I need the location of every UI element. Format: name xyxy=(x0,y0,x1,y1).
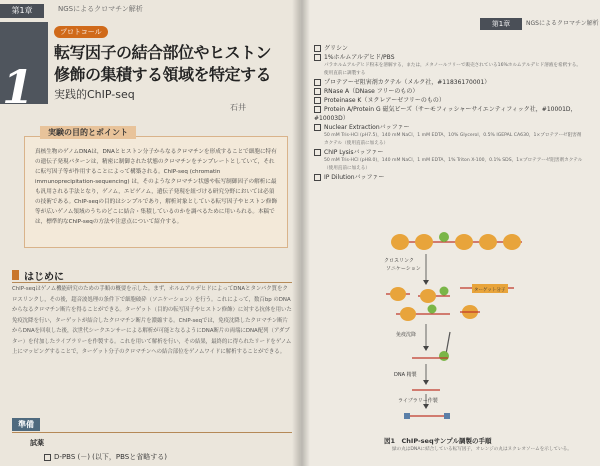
nucleosome-icon xyxy=(400,307,416,321)
goal-heading: 実験の目的とポイント xyxy=(40,126,136,139)
target-protein-icon xyxy=(428,305,437,314)
chip-seq-workflow-figure xyxy=(300,230,600,430)
right-page xyxy=(300,0,600,466)
label-target: ターゲット分子 xyxy=(474,288,506,293)
title-line-2: 修飾の集積する領域を特定する xyxy=(54,65,272,84)
target-protein-icon xyxy=(439,232,449,242)
target-protein-icon xyxy=(440,287,449,296)
reagent-list xyxy=(314,44,584,182)
goal-text: 真核生物のゲノムDNAは，DNAとヒストン分子からなるクロマチンを形成することで細胞に特有の遺伝子発現パターンは，精密に制御された状態のクロマチンをテンプレートとしていて，それに転写因子等が作用することによって構築される。ChIP-seq (chromatin immunoprecipitation-sequencing) は，そのようなクロマチン状態や転写制御因子の解析に最も汎用される手法となり，ゲノム，エピゲノム，遺伝子発現を紐づける研究分野においては必須の技術である。ChIP-seqの目的はシンプルであり，解析対象としている転写因子やヒストン修飾等が広いゲノム領域のうちのどこに結合・集積しているのかを調べるために用いられる。本稿では，標準的なChIP-seqの方法や注意点について紹介する。 xyxy=(35,149,278,225)
checkbox-icon xyxy=(314,124,321,131)
reagent-dpbs-text: D-PBS (－) (以下，PBSと省略する) xyxy=(54,453,167,461)
nucleosome-icon xyxy=(455,234,473,250)
nucleosome-icon xyxy=(391,234,409,250)
nucleosome-row-top xyxy=(391,232,521,250)
nucleosome-icon xyxy=(420,289,436,303)
reagent-item xyxy=(314,96,584,105)
reagent-item-label: ChIP Lysisバッファー xyxy=(324,149,384,156)
nucleosome-icon xyxy=(479,234,497,250)
author: 石井 xyxy=(230,103,246,112)
goal-box xyxy=(24,136,288,248)
reagent-item xyxy=(314,44,584,53)
chapter-note: NGSによるクロマチン解析 xyxy=(58,5,143,13)
chapter-title-right: NGSによるクロマチン解析 xyxy=(526,20,599,27)
nucleosome-icon xyxy=(503,234,521,250)
prep-heading: 準備 xyxy=(12,418,40,431)
label-ip: 免疫沈降 xyxy=(396,332,417,338)
antibody-icon xyxy=(446,332,450,354)
nucleosome-icon xyxy=(415,234,433,250)
reagent-item-note: パラホルムアルデヒド粉末を溶解する，または，メタノールフリーで販売されている16%ホルムアルデヒド溶液を希釈する。使用直前に調製する xyxy=(324,63,581,76)
checkbox-icon xyxy=(314,106,321,113)
label-sonication: ソニケーション xyxy=(386,266,421,272)
figure-caption-note: 緑の丸はDNAに結合している転写因子，オレンジの丸はヌクレオソームを示している。 xyxy=(392,447,572,452)
intro-text: ChIP-seqはゲノム機能研究のための手順の概要を示した。まず，ホルムアルデヒドによってDNAとタンパク質をクロスリンクし，その後，超音波処理の条件下で細胞破砕（ソニケーション）を行う。これによって，数百bp のDNAからなるクロマチン断片を得ることができる。ターゲット（目的の転写因子やヒストン修飾）に対する抗体を用いた免疫沈降を行い，ターゲットが結合したクロマチン断片を濃縮する。ChIP-seqでは，免疫沈降したクロマチン断片からDNAを回収した後，次世代シークエンサーによる解析が可能となるようにDNA断片の両端にDNA配列（アダプター）を付加したライブラリーを作製する。これを用いて解析を行い，その結果，最終的に得られたリードをゲノム上にマッピングすることで，ターゲット分子のクロマチンへの結合部位をゲノムワイドに解析することができる。 xyxy=(12,286,292,355)
intro-heading-bar xyxy=(12,268,292,283)
protocol-label: プロトコール xyxy=(54,26,108,38)
checkbox-icon xyxy=(314,54,321,61)
reagent-dpbs xyxy=(44,452,167,462)
chapter-badge: 第1章 xyxy=(0,4,44,18)
checkbox-icon xyxy=(314,79,321,86)
chapter-badge-right: 第1章 xyxy=(480,18,522,30)
nucleosome-icon xyxy=(390,287,406,301)
checkbox-icon xyxy=(314,88,321,95)
adapter-icon xyxy=(444,413,450,419)
reagent-item-note: 50 mM Tris-HCl (pH8.0)，140 mM NaCl，1 mM EDTA，1% Triton X-100，0.1% SDS，1×プロテアーゼ阻害剤カクテル（使用直前に加える） xyxy=(324,158,583,171)
reagent-item-label: 1%ホルムアルデヒド/PBS xyxy=(324,54,395,61)
reagent-item xyxy=(314,148,584,173)
reagent-item xyxy=(314,87,584,96)
adapter-icon xyxy=(404,413,410,419)
title-line-1: 転写因子の結合部位やヒストン xyxy=(54,43,272,62)
reagent-label: 試薬 xyxy=(30,439,44,447)
target-protein-icon xyxy=(439,351,449,361)
protocol-number-block xyxy=(0,22,48,114)
reagent-item-note: 50 mM Tris-HCl (pH7.5)，140 mM NaCl，1 mM EDTA，10% Glycerol，0.5% IGEPAL CA630，1×プロテアーゼ阻害剤カクテル（使用直前に加える） xyxy=(324,133,582,146)
reagent-item-label: Proteinase K（ヌクレアーゼフリーのもの） xyxy=(324,97,445,104)
checkbox-icon xyxy=(314,174,321,181)
reagent-item-label: プロテアーゼ阻害剤カクテル（メルク社，#11836170001） xyxy=(324,79,491,86)
label-crosslink: クロスリンク xyxy=(384,258,414,264)
arrow-head-icon xyxy=(423,280,429,285)
checkbox-icon xyxy=(314,45,321,52)
reagent-item-label: グリシン xyxy=(324,45,348,52)
reagent-item xyxy=(314,105,584,123)
arrow-head-icon xyxy=(423,346,429,351)
reagent-item xyxy=(314,78,584,87)
fragment-row xyxy=(386,284,514,321)
arrow-head-icon xyxy=(423,380,429,385)
reagent-item-label: RNase A（DNase フリーのもの） xyxy=(324,88,419,95)
prep-heading-bar xyxy=(12,418,292,433)
reagent-item xyxy=(314,53,584,78)
protocol-number: 1 xyxy=(2,60,35,114)
heading-marker xyxy=(12,270,19,280)
figure-caption: 図1 ChIP-seqサンプル調製の手順 xyxy=(384,437,492,445)
book-gutter-shadow xyxy=(292,0,310,466)
subtitle: 実践的ChIP-seq xyxy=(54,88,135,101)
checkbox-icon xyxy=(314,97,321,104)
intro-heading: はじめに xyxy=(24,272,64,283)
reagent-item-label: Protein A/Protein G 磁気ビーズ（サーモフィッシャーサイエンティフィック社，#10001D，#10003D） xyxy=(314,106,577,122)
reagent-item-label: Nuclear Extractionバッファー xyxy=(324,124,410,131)
reagent-item xyxy=(314,123,584,148)
label-library: ライブラリー作製 xyxy=(398,398,438,404)
reagent-item xyxy=(314,173,584,182)
checkbox-icon xyxy=(44,454,51,461)
label-dna-purify: DNA 精製 xyxy=(394,372,417,378)
reagent-item-label: IP Dilutionバッファー xyxy=(324,174,385,181)
checkbox-icon xyxy=(314,149,321,156)
arrow-head-icon xyxy=(423,404,429,409)
